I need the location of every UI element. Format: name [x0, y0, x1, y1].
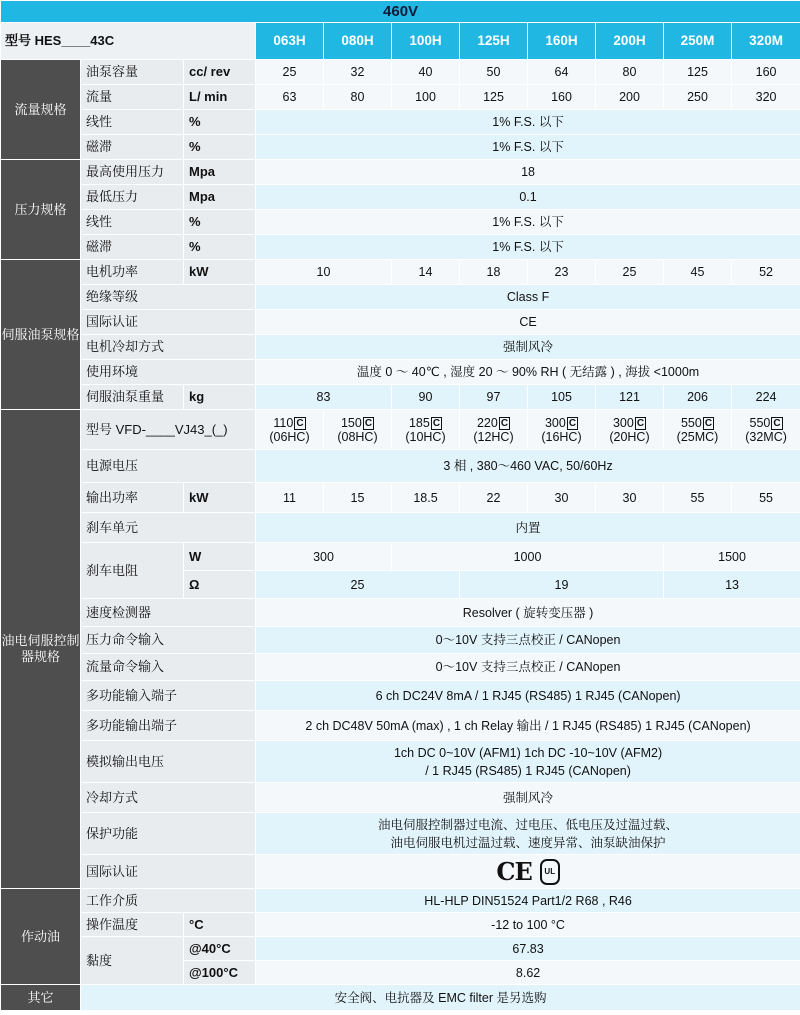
drive-model-code: (20HC) [609, 429, 650, 444]
drive-model-code: (25MC) [676, 429, 719, 444]
row-label: 工作介质 [81, 889, 256, 913]
drive-model-cell [732, 410, 800, 450]
pressure-linearity-row [1, 210, 800, 235]
value-cell: 内置 [256, 513, 800, 543]
drive-model-tag: C [500, 417, 509, 429]
value-cell: 50 [460, 60, 528, 85]
row-unit: °C [184, 913, 256, 937]
value-line: / 1 RJ45 (RS485) 1 RJ45 (CANopen) [425, 763, 631, 778]
drive-model-row [1, 410, 800, 450]
row-unit: cc/ rev [184, 60, 256, 85]
drive-model-number: 550 [749, 415, 771, 430]
value-cell: 25 [256, 571, 460, 599]
value-cell: 320 [732, 85, 800, 110]
row-label: 线性 [81, 110, 184, 135]
drive-model-cell [324, 410, 392, 450]
value-cell: 1000 [392, 543, 664, 571]
model-label: 型号 HES____43C [1, 23, 256, 60]
model-header: 200H [596, 23, 664, 60]
drive-model-number: 110 [273, 415, 294, 430]
value-cell: 63 [256, 85, 324, 110]
value-cell: 100 [392, 85, 460, 110]
row-label: 电源电压 [81, 450, 256, 483]
multi-output-row [1, 711, 800, 741]
model-header: 125H [460, 23, 528, 60]
drive-model-cell [528, 410, 596, 450]
drive-model-code: (10HC) [405, 429, 446, 444]
value-cell: 0.1 [256, 185, 800, 210]
value-cell: 18 [460, 260, 528, 285]
row-unit: Mpa [184, 185, 256, 210]
value-cell: 250 [664, 85, 732, 110]
value-cell: 67.83 [256, 937, 800, 961]
row-label: 伺服油泵重量 [81, 385, 184, 410]
drive-model-number: 300 [612, 415, 634, 430]
drive-model-number: 550 [680, 415, 702, 430]
row-label: 速度检测器 [81, 599, 256, 627]
value-cell [256, 855, 800, 889]
drive-model-tag: C [296, 417, 304, 429]
drive-model-tag: C [773, 417, 781, 429]
flow-cmd-row [1, 654, 800, 681]
insulation-row [1, 285, 800, 310]
motor-power-row [1, 260, 800, 285]
output-power-row [1, 483, 800, 513]
pressure-cmd-row [1, 627, 800, 654]
value-cell: 14 [392, 260, 460, 285]
value-cell: Resolver ( 旋转变压器 ) [256, 599, 800, 627]
value-cell: 1% F.S. 以下 [256, 110, 800, 135]
flow-rate-row [1, 85, 800, 110]
value-cell: 23 [528, 260, 596, 285]
drive-cooling-row [1, 783, 800, 813]
drive-model-cell [392, 410, 460, 450]
row-unit: kg [184, 385, 256, 410]
row-label: 型号 VFD-____VJ43_(_) [81, 410, 256, 450]
brake-resistor-w-row [1, 543, 800, 571]
model-header: 320M [732, 23, 800, 60]
analog-output-row [1, 741, 800, 783]
model-header: 250M [664, 23, 732, 60]
motor-cooling-row [1, 335, 800, 360]
pump-capacity-row [1, 60, 800, 85]
value-cell: 18 [256, 160, 800, 185]
value-cell: 1500 [664, 543, 800, 571]
pressure-hysteresis-row [1, 235, 800, 260]
row-label: 线性 [81, 210, 184, 235]
value-cell: 80 [324, 85, 392, 110]
row-unit: W [184, 543, 256, 571]
value-cell: 25 [596, 260, 664, 285]
value-cell: 40 [392, 60, 460, 85]
row-unit: Mpa [184, 160, 256, 185]
max-pressure-row [1, 160, 800, 185]
row-label: 使用环境 [81, 360, 256, 385]
value-cell: 160 [528, 85, 596, 110]
row-label: 国际认证 [81, 310, 256, 335]
value-cell: 30 [596, 483, 664, 513]
row-unit: @40°C [184, 937, 256, 961]
model-header: 063H [256, 23, 324, 60]
value-cell: 160 [732, 60, 800, 85]
row-label: 国际认证 [81, 855, 256, 889]
value-cell: -12 to 100 °C [256, 913, 800, 937]
drive-model-cell [460, 410, 528, 450]
value-cell: 11 [256, 483, 324, 513]
value-cell [256, 741, 800, 783]
speed-detector-row [1, 599, 800, 627]
row-unit: kW [184, 483, 256, 513]
category-other: 其它 [1, 985, 81, 1011]
row-label: 多功能输出端子 [81, 711, 256, 741]
value-line: 油电伺服电机过温过载、速度异常、油泵缺油保护 [390, 835, 666, 850]
row-unit: L/ min [184, 85, 256, 110]
drive-model-number: 150 [340, 415, 362, 430]
value-cell: 强制风冷 [256, 335, 800, 360]
drive-model-number: 300 [544, 415, 566, 430]
row-unit: kW [184, 260, 256, 285]
viscosity-40-row [1, 937, 800, 961]
drive-model-number: 220 [476, 415, 498, 430]
row-unit: % [184, 235, 256, 260]
drive-model-code: (16HC) [541, 429, 582, 444]
value-cell [256, 813, 800, 855]
value-cell: 15 [324, 483, 392, 513]
value-cell: 30 [528, 483, 596, 513]
value-cell: 1% F.S. 以下 [256, 210, 800, 235]
value-cell: 25 [256, 60, 324, 85]
value-cell: HL-HLP DIN51524 Part1/2 R68 , R46 [256, 889, 800, 913]
row-label: 最高使用压力 [81, 160, 184, 185]
flow-linearity-row [1, 110, 800, 135]
row-label: 刹车单元 [81, 513, 256, 543]
ul-mark-icon: UL [540, 859, 560, 885]
drive-model-code: (08HC) [337, 429, 378, 444]
category-oil: 作动油 [1, 889, 81, 985]
value-line: 1ch DC 0~10V (AFM1) 1ch DC -10~10V (AFM2) [393, 745, 663, 760]
value-cell: 90 [392, 385, 460, 410]
value-cell: 97 [460, 385, 528, 410]
environment-row [1, 360, 800, 385]
model-header-row [1, 23, 800, 60]
row-unit: % [184, 110, 256, 135]
drive-model-tag: C [364, 417, 373, 429]
row-label: 操作温度 [81, 913, 184, 937]
category-pressure: 压力规格 [1, 160, 81, 260]
value-cell: 1% F.S. 以下 [256, 235, 800, 260]
other-row [1, 985, 800, 1011]
value-cell: 19 [460, 571, 664, 599]
row-label: 绝缘等级 [81, 285, 256, 310]
value-cell: 13 [664, 571, 800, 599]
value-cell: 125 [460, 85, 528, 110]
value-cell: 10 [256, 260, 392, 285]
row-label: 刹车电阻 [81, 543, 184, 599]
row-label: 流量命令输入 [81, 654, 256, 681]
row-label: 油泵容量 [81, 60, 184, 85]
row-label: 最低压力 [81, 185, 184, 210]
value-cell: 18.5 [392, 483, 460, 513]
drive-model-code: (32MC) [745, 429, 787, 444]
pump-weight-row [1, 385, 800, 410]
pump-certification-row [1, 310, 800, 335]
row-label: 多功能输入端子 [81, 681, 256, 711]
value-line: 油电伺服控制器过电流、过电压、低电压及过温过载、 [378, 817, 679, 832]
value-cell: 105 [528, 385, 596, 410]
value-cell: 55 [664, 483, 732, 513]
row-label: 电机功率 [81, 260, 184, 285]
drive-model-tag: C [432, 417, 441, 429]
flow-hysteresis-row [1, 135, 800, 160]
voltage-title: 460V [1, 1, 800, 23]
medium-row [1, 889, 800, 913]
value-cell: 1% F.S. 以下 [256, 135, 800, 160]
value-cell: CE [256, 310, 800, 335]
drive-model-cell [664, 410, 732, 450]
value-cell: 22 [460, 483, 528, 513]
row-label: 输出功率 [81, 483, 184, 513]
value-cell: 206 [664, 385, 732, 410]
model-header: 100H [392, 23, 460, 60]
value-cell: Class F [256, 285, 800, 310]
value-cell: 温度 0 ～ 40℃ , 湿度 20 ～ 90% RH ( 无结露 ) , 海拔 <1000m [256, 360, 800, 385]
brake-unit-row [1, 513, 800, 543]
drive-model-tag: C [704, 417, 713, 429]
row-label: 模拟输出电压 [81, 741, 256, 783]
model-header: 160H [528, 23, 596, 60]
value-cell: 125 [664, 60, 732, 85]
row-label: 电机冷却方式 [81, 335, 256, 360]
value-cell: 6 ch DC24V 8mA / 1 RJ45 (RS485) 1 RJ45 (CANopen) [256, 681, 800, 711]
row-label: 压力命令输入 [81, 627, 256, 654]
model-header: 080H [324, 23, 392, 60]
value-cell: 8.62 [256, 961, 800, 985]
value-cell: 2 ch DC48V 50mA (max) , 1 ch Relay 输出 / 1 RJ45 (RS485) 1 RJ45 (CANopen) [256, 711, 800, 741]
value-cell: 3 相 , 380～460 VAC, 50/60Hz [256, 450, 800, 483]
value-cell: 300 [256, 543, 392, 571]
supply-voltage-row [1, 450, 800, 483]
min-pressure-row [1, 185, 800, 210]
value-cell: 83 [256, 385, 392, 410]
category-flow: 流量规格 [1, 60, 81, 160]
value-cell: 64 [528, 60, 596, 85]
drive-certification-row [1, 855, 800, 889]
row-label: 流量 [81, 85, 184, 110]
value-cell: 80 [596, 60, 664, 85]
drive-model-code: (06HC) [269, 429, 310, 444]
row-unit: % [184, 210, 256, 235]
value-cell: 45 [664, 260, 732, 285]
value-cell: 52 [732, 260, 800, 285]
drive-model-cell [256, 410, 324, 450]
row-label: 保护功能 [81, 813, 256, 855]
row-label: 磁滞 [81, 235, 184, 260]
drive-model-cell [596, 410, 664, 450]
drive-model-number: 185 [408, 415, 430, 430]
temperature-row [1, 913, 800, 937]
category-pump: 伺服油泵规格 [1, 260, 81, 410]
drive-model-code: (12HC) [473, 429, 514, 444]
value-cell: 32 [324, 60, 392, 85]
value-cell: 200 [596, 85, 664, 110]
row-unit: @100°C [184, 961, 256, 985]
value-cell: 强制风冷 [256, 783, 800, 813]
row-unit: Ω [184, 571, 256, 599]
value-cell: 0～10V 支持三点校正 / CANopen [256, 654, 800, 681]
row-label: 黏度 [81, 937, 184, 985]
drive-model-tag: C [636, 417, 645, 429]
value-cell: 121 [596, 385, 664, 410]
value-cell: 224 [732, 385, 800, 410]
row-label: 磁滞 [81, 135, 184, 160]
value-cell: 安全阀、电抗器及 EMC filter 是另选购 [81, 985, 800, 1011]
ce-mark-icon: CE [496, 856, 532, 886]
multi-input-row [1, 681, 800, 711]
drive-model-tag: C [568, 417, 577, 429]
value-cell: 55 [732, 483, 800, 513]
value-cell: 0～10V 支持三点校正 / CANopen [256, 627, 800, 654]
row-label: 冷却方式 [81, 783, 256, 813]
row-unit: % [184, 135, 256, 160]
protection-row [1, 813, 800, 855]
category-drive: 油电伺服控制器规格 [1, 410, 81, 889]
